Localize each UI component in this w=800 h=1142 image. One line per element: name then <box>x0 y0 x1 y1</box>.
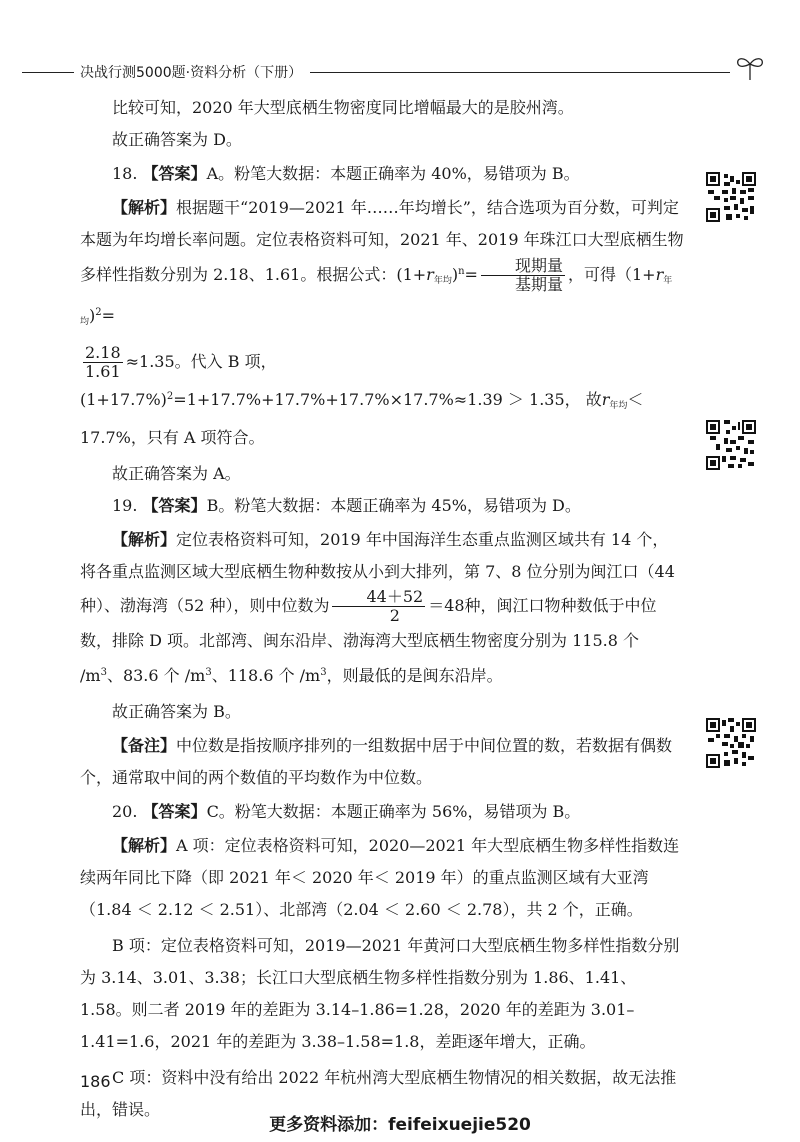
header-title: 决战行测5000题·资料分析（下册） <box>80 65 303 81</box>
q20-analysis-b: B 项：定位表格资料可知，2019—2021 年黄河口大型底栖生物多样性指数分别为 3.14、3.01、3.38；长江口大型底栖生物多样性指数分别为 1.86、1.41、1.58。则二者 2019 年的差距为 3.14–1.86=1.28，2020 年的差距为 3.01–1.41=1.6，2021 年的差距为 3.38–1.58=1.8，差距逐年增大，正确。 <box>80 936 680 1051</box>
fraction: $\frac{44+52}{2}$ <box>332 588 425 625</box>
qr-code-icon <box>706 420 756 470</box>
page-header <box>0 52 800 92</box>
qr-code-icon <box>706 718 756 768</box>
q19-note: 【备注】中位数是指按顺序排列的一组数据中居于中间位置的数，若数据有偶数个，通常取中间的两个数值的平均数作为中位数。 <box>80 736 673 787</box>
qr-code-icon <box>706 172 756 222</box>
q19-analysis: 【解析】定位表格资料可知，2019 年中国海洋生态重点监测区域共有 14 个，将各重点监测区域大型底栖生物种数按从小到大排列，第 7、8 位分别为闽江口（44种）、渤海湾（52 种），则中位数为 $\frac{44+52}{2}$ ＝48种，闽江口物种数低于中位数，排除 D 项。北部湾、闽东沿岸、渤海湾大型底栖生物密度分别为 115.8 个 $/m^3$、83.6 个 $/m^3$、118.6 个 $/m^3$，则最低的是闽东沿岸。 <box>80 530 675 685</box>
answer-line: 故正确答案为 A。 <box>112 464 241 483</box>
header-rule-left <box>22 72 74 73</box>
q18-analysis-cont: $\frac{2.18}{1.61}$ ≈1.35。代入 B 项，$(1+17.7\%)^2=1+17.7\%+17.7\%+17.7\%\times 17.7\%\approx 1.39 > 1.35$， 故$r_{年均}< 17.7\%$，只有 A 项符合。 <box>80 343 644 447</box>
page-number: 186 <box>80 1072 111 1091</box>
q19-answer: 19. 【答案】B。粉笔大数据：本题正确率为 45%，易错项为 D。 <box>112 496 581 515</box>
answer-line: 故正确答案为 D。 <box>112 130 242 149</box>
sprout-icon <box>730 52 770 82</box>
document-body <box>80 92 684 1126</box>
fraction: $\frac{\text{现期量}}{\text{基期量}}$ <box>481 257 565 294</box>
answer-line: 故正确答案为 B。 <box>112 702 241 721</box>
q20-answer: 20. 【答案】C。粉笔大数据：本题正确率为 56%，易错项为 B。 <box>112 802 581 821</box>
paragraph: 比较可知，2020 年大型底栖生物密度同比增幅最大的是胶州湾。 <box>112 98 574 117</box>
q20-analysis-c: C 项：资料中没有给出 2022 年杭州湾大型底栖生物情况的相关数据，故无法推出，错误。 <box>80 1068 677 1119</box>
header-rule-right <box>310 72 730 73</box>
q20-analysis-a: 【解析】A 项：定位表格资料可知，2020—2021 年大型底栖生物多样性指数连续两年同比下降（即 2021 年＜ 2020 年＜ 2019 年）的重点监测区域有大亚湾（1.84 ＜ 2.12 ＜ 2.51）、北部湾（2.04 ＜ 2.60 ＜ 2.78），共 2 个，正确。 <box>80 836 680 919</box>
fraction: $\frac{2.18}{1.61}$ <box>85 343 121 381</box>
footer-note: 更多资料添加：feifeixuejie520 <box>269 1115 531 1135</box>
q18-answer: 18. 【答案】A。粉笔大数据：本题正确率为 40%，易错项为 B。 <box>112 164 580 183</box>
q18-analysis: 【解析】根据题干“2019—2021 年……年均增长”，结合选项为百分数，可判定本题为年均增长率问题。定位表格资料可知，2021 年、2019 年珠江口大型底栖生物多样性指数分别为 2.18、1.61。根据公式：$(1+r_{年均})^n=$ $\frac{\text{现期量}}{\text{基期量}}$ ，可得$(1+r_{年均})^2=$ <box>80 198 684 327</box>
